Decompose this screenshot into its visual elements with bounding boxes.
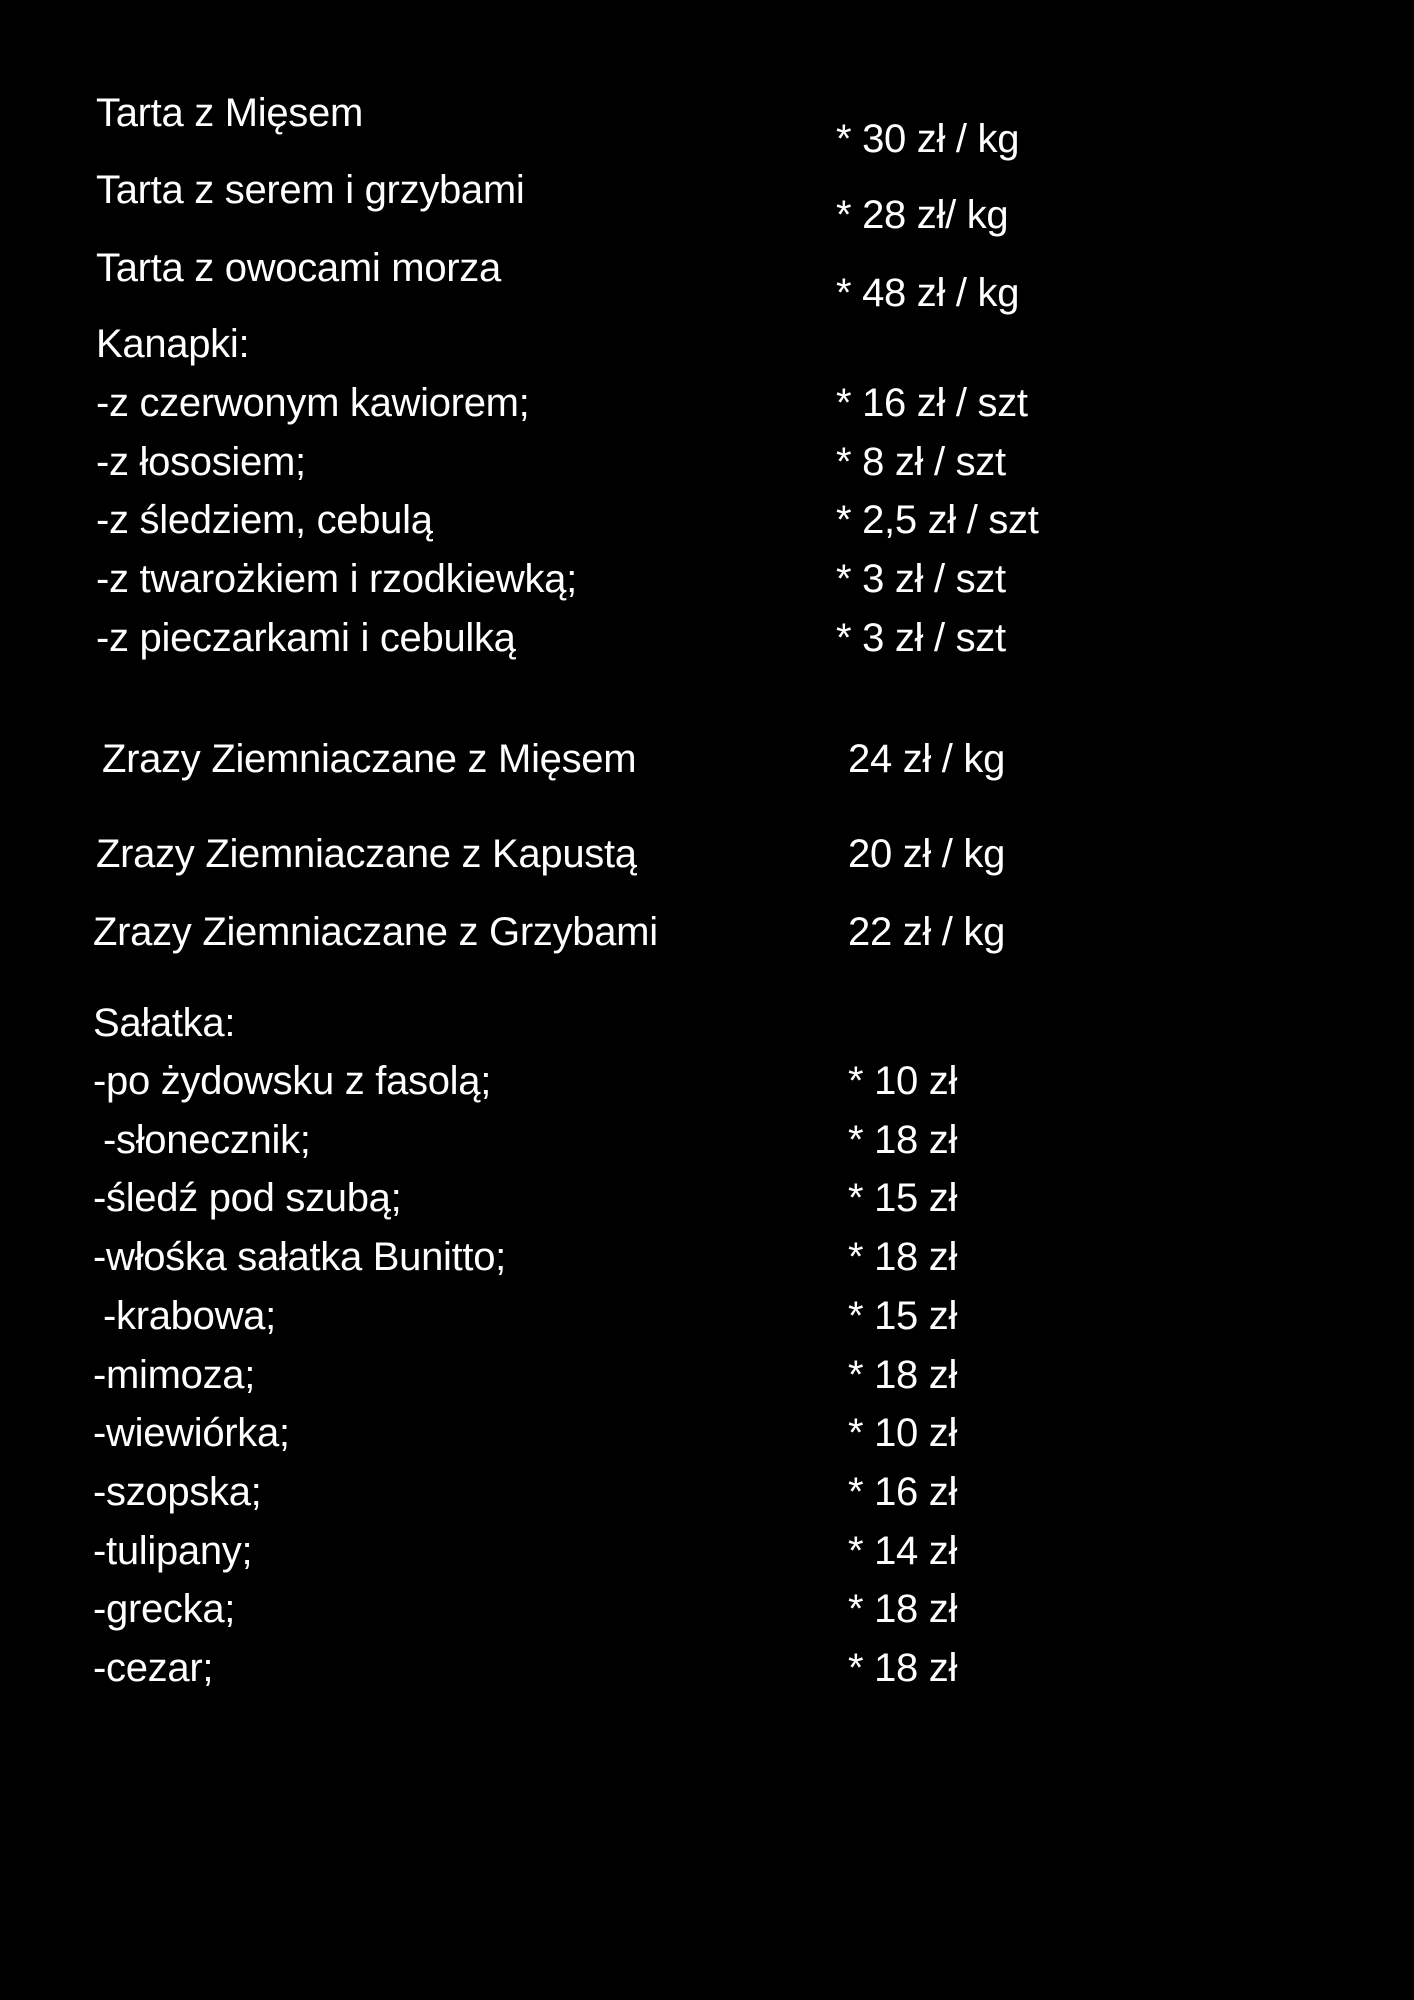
item-name: Zrazy Ziemniaczane z Grzybami: [93, 910, 658, 954]
item-price: * 18 zł: [848, 1235, 958, 1280]
item-name: -włośka sałatka Bunitto;: [93, 1235, 506, 1280]
item-price: * 15 zł: [848, 1176, 958, 1221]
item-price: * 3 zł / szt: [836, 616, 1006, 660]
item-name: -mimoza;: [93, 1352, 256, 1397]
item-price: * 18 zł: [848, 1646, 958, 1690]
item-price: * 15 zł: [848, 1293, 958, 1338]
item-price: 22 zł / kg: [848, 910, 1006, 954]
item-price: * 28 zł/ kg: [836, 193, 1009, 237]
item-price: * 16 zł: [848, 1469, 958, 1514]
item-name: -z twarożkiem i rzodkiewką;: [96, 557, 577, 601]
item-name: Tarta z Mięsem: [96, 91, 363, 135]
item-name: Zrazy Ziemniaczane z Mięsem: [102, 737, 637, 781]
item-price: * 8 zł / szt: [836, 440, 1006, 484]
item-name: -wiewiórka;: [93, 1411, 290, 1456]
item-name: -z pieczarkami i cebulką: [96, 616, 516, 660]
item-price: * 18 zł: [848, 1587, 958, 1632]
item-name: -po żydowsku z fasolą;: [93, 1059, 492, 1103]
section-heading: Sałatka:: [93, 1001, 236, 1045]
section-heading: Kanapki:: [96, 322, 250, 366]
item-price: * 14 zł: [848, 1528, 958, 1573]
item-price: * 3 zł / szt: [836, 557, 1006, 601]
item-name: Zrazy Ziemniaczane z Kapustą: [96, 832, 637, 876]
item-name: Tarta z owocami morza: [96, 246, 501, 290]
item-price: * 10 zł: [848, 1059, 958, 1103]
item-price: 20 zł / kg: [848, 832, 1006, 876]
item-name: -z czerwonym kawiorem;: [96, 381, 530, 425]
item-name: Tarta z serem i grzybami: [96, 168, 525, 212]
item-name: -z śledziem, cebulą: [96, 498, 433, 542]
item-price: * 30 zł / kg: [836, 117, 1020, 161]
item-name: -cezar;: [93, 1646, 214, 1690]
item-name: -słonecznik;: [103, 1117, 311, 1162]
item-price: * 2,5 zł / szt: [836, 498, 1039, 542]
item-name: -krabowa;: [103, 1293, 276, 1338]
item-price: * 18 zł: [848, 1117, 958, 1162]
item-price: * 16 zł / szt: [836, 381, 1028, 425]
item-price: * 10 zł: [848, 1411, 958, 1456]
item-name: -tulipany;: [93, 1528, 253, 1573]
item-name: -grecka;: [93, 1587, 236, 1632]
item-price: * 18 zł: [848, 1352, 958, 1397]
item-price: * 48 zł / kg: [836, 271, 1020, 315]
item-name: -szopska;: [93, 1469, 262, 1514]
item-name: -śledź pod szubą;: [93, 1176, 402, 1221]
item-price: 24 zł / kg: [848, 737, 1006, 781]
item-name: -z łososiem;: [96, 440, 306, 484]
